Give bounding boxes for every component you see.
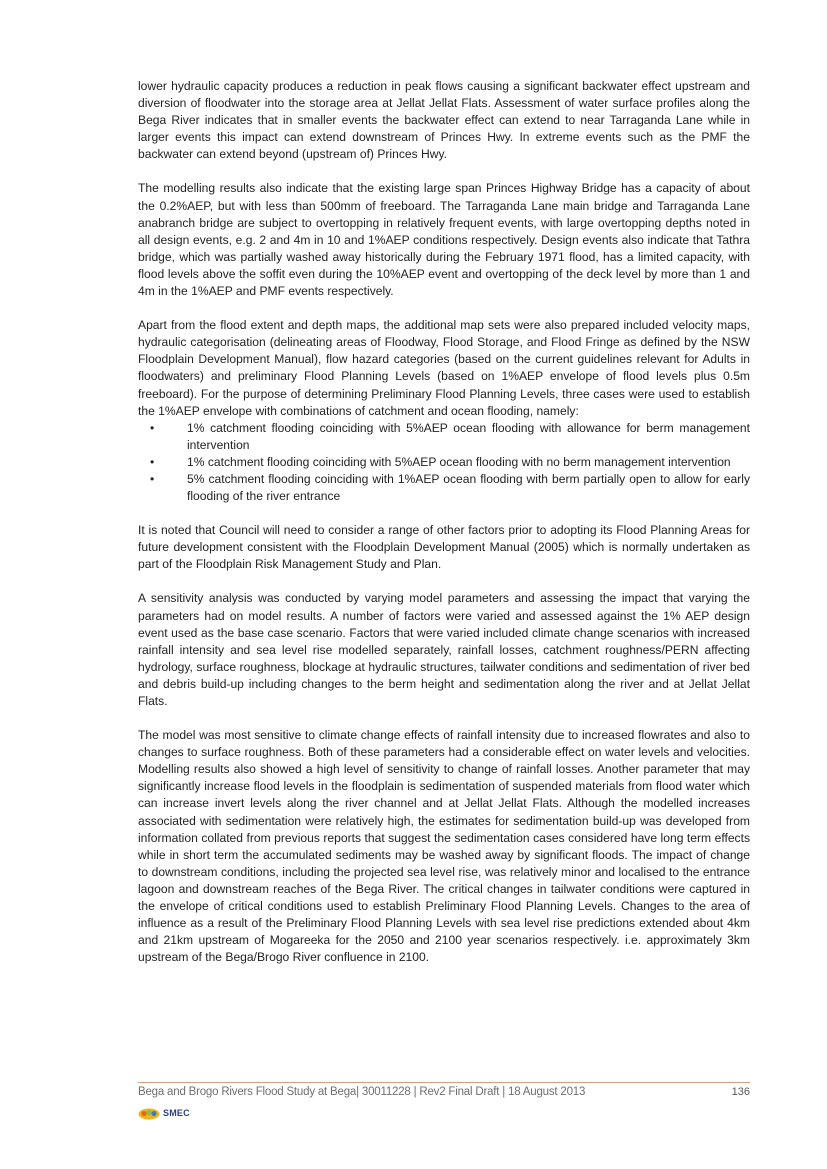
logo-text: SMEC <box>163 1108 190 1118</box>
flood-case-list <box>138 420 750 505</box>
paragraph-council-factors: It is noted that Council will need to consider a range of other factors prior to adopting its Flood Planning Areas for future development consistent with the Floodplain Development Manual (2005) which is normally undertaken as part of the Floodplain Risk Management Study and Plan. <box>138 523 750 572</box>
paragraph-backwater-effect: lower hydraulic capacity produces a reduction in peak flows causing a significant backwater effect upstream and diversion of floodwater into the storage area at Jellat Jellat Flats. Assessment of water surface profiles along the Bega River indicates that in smaller events the backwater effect can extend to near Tarraganda Lane while in larger events this impact can extend downstream of Princes Hwy. In extreme events such as the PMF the backwater can extend beyond (upstream of) Princes Hwy. <box>138 79 750 162</box>
list-item <box>138 420 750 454</box>
page-number: 136 <box>731 1086 750 1098</box>
footer-divider <box>138 1082 750 1083</box>
page-footer <box>138 1082 750 1104</box>
smec-logo <box>138 1106 190 1120</box>
document-body <box>138 78 750 983</box>
paragraph-sensitivity-analysis: A sensitivity analysis was conducted by varying model parameters and assessing the impact that varying the parameters had on model results. A number of factors were varied and assessed against the 1% AEP design event used as the base case scenario. Factors that were varied included climate change scenarios with increased rainfall intensity and sea level rise modelled separately, rainfall losses, catchment roughness/PERN affecting hydrology, surface roughness, blockage at hydraulic structures, tailwater conditions and sedimentation of river bed and debris build-up including changes to the berm height and sedimentation along the river and at Jellat Jellat Flats. <box>138 591 750 708</box>
bullet-icon: • <box>150 454 155 469</box>
list-item-text: 1% catchment flooding coinciding with 5%AEP ocean flooding with no berm management intervention <box>187 454 731 469</box>
list-item <box>138 471 750 505</box>
smec-logo-mark-icon <box>138 1107 160 1120</box>
footer-row <box>138 1086 750 1104</box>
list-item-text: 1% catchment flooding coinciding with 5%AEP ocean flooding with allowance for berm management intervention <box>187 420 750 452</box>
footer-document-info: Bega and Brogo Rivers Flood Study at Bega| 30011228 | Rev2 Final Draft | 18 August 2013 <box>138 1086 586 1098</box>
list-item <box>138 454 750 471</box>
list-item-text: 5% catchment flooding coinciding with 1%AEP ocean flooding with berm partially open to allow for early flooding of the river entrance <box>187 471 750 504</box>
paragraph-model-sensitivity: The model was most sensitive to climate change effects of rainfall intensity due to increased flowrates and also to changes to surface roughness. Both of these parameters had a considerable effect on water levels and velocities. Modelling results also showed a high level of sensitivity to change of rainfall losses. Another parameter that may significantly increase flood levels in the floodplain is sedimentation of suspended materials from flood water which can increase invert levels along the river channel and at Jellat Jellat Flats. Although the modelled increases associated with sedimentation were relatively high, the estimates for sedimentation build-up was developed from information collated from previous reports that suggest the sedimentation cases considered have long term effects while in short term the accumulated sediments may be washed away by significant floods. The impact of change to downstream conditions, including the projected sea level rise, was relatively minor and localised to the entrance lagoon and downstream reaches of the Bega River. The critical changes in tailwater conditions were captured in the envelope of critical conditions used to establish Preliminary Flood Planning Levels. Changes to the area of influence as a result of the Preliminary Flood Planning Levels with sea level rise predictions extended about 4km and 21km upstream of Mogareeka for the 2050 and 2100 year scenarios respectively. i.e. approximately 3km upstream of the Bega/Brogo River confluence in 2100. <box>138 728 750 965</box>
paragraph-map-sets: Apart from the flood extent and depth maps, the additional map sets were also prepared included velocity maps, hydraulic categorisation (delineating areas of Floodway, Flood Storage, and Flood Fringe as defined by the NSW Floodplain Development Manual), flow hazard categories (based on the current guidelines relevant for Adults in floodwaters) and preliminary Flood Planning Levels (based on 1%AEP envelope of flood levels plus 0.5m freeboard). For the purpose of determining Preliminary Flood Planning Levels, three cases were used to establish the 1%AEP envelope with combinations of catchment and ocean flooding, namely: <box>138 318 750 418</box>
bullet-icon: • <box>150 420 155 435</box>
bullet-icon: • <box>150 471 155 486</box>
paragraph-bridge-capacity: The modelling results also indicate that the existing large span Princes Highway Bridge has a capacity of about the 0.2%AEP, but with less than 500mm of freeboard. The Tarraganda Lane main bridge and Tarraganda Lane anabranch bridge are subject to overtopping in relatively frequent events, with large overtopping depths noted in all design events, e.g. 2 and 4m in 10 and 1%AEP conditions respectively. Design events also indicate that Tathra bridge, which was partially washed away historically during the February 1971 flood, has a limited capacity, with flood levels above the soffit even during the 10%AEP event and overtopping of the deck level by more than 1 and 4m in the 1%AEP and PMF events respectively. <box>138 181 750 299</box>
